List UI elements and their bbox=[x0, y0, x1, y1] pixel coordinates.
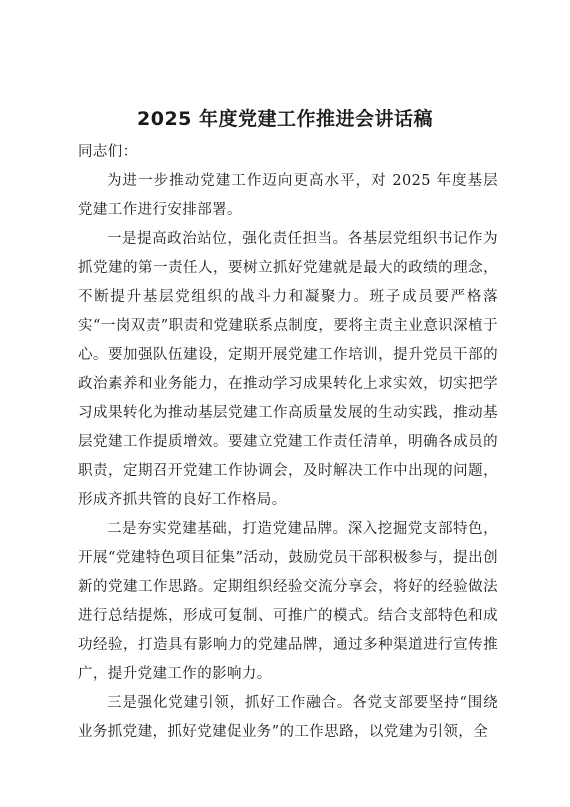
document-body bbox=[78, 138, 498, 747]
paragraph-point-three: 三是强化党建引领，抓好工作融合。各党支部要坚持“围绕业务抓党建，抓好党建促业务”的工作思路，以党建为引领，全 bbox=[78, 695, 498, 740]
paragraph-intro: 为进一步推动党建工作迈向更高水平，对 2025 年度基层党建工作进行安排部署。 bbox=[78, 173, 498, 218]
paragraph-point-two: 二是夯实党建基础，打造党建品牌。深入挖掘党支部特色，开展“党建特色项目征集”活动，鼓励党员干部积极参与，提出创新的党建工作思路。定期组织经验交流分享会，将好的经验做法进行总结提炼，形成可复制、可推广的模式。结合支部特色和成功经验，打造具有影响力的党建品牌，通过多种渠道进行宣传推广，提升党建工作的影响力。 bbox=[78, 521, 498, 682]
paragraph-point-one: 一是提高政治站位，强化责任担当。各基层党组织书记作为抓党建的第一责任人，要树立抓好党建就是最大的政绩的理念，不断提升基层党组织的战斗力和凝聚力。班子成员要严格落实“一岗双责”职责和党建联系点制度，要将主责主业意识深植于心。要加强队伍建设，定期开展党建工作培训，提升党员干部的政治素养和业务能力，在推动学习成果转化上求实效，切实把学习成果转化为推动基层党建工作高质量发展的生动实践，推动基层党建工作提质增效。要建立党建工作责任清单，明确各成员的职责，定期召开党建工作协调会，及时解决工作中出现的问题，形成齐抓共管的良好工作格局。 bbox=[78, 231, 498, 508]
document-title: 2025 年度党建工作推进会讲话稿 bbox=[137, 108, 433, 130]
salutation: 同志们： bbox=[78, 144, 138, 160]
